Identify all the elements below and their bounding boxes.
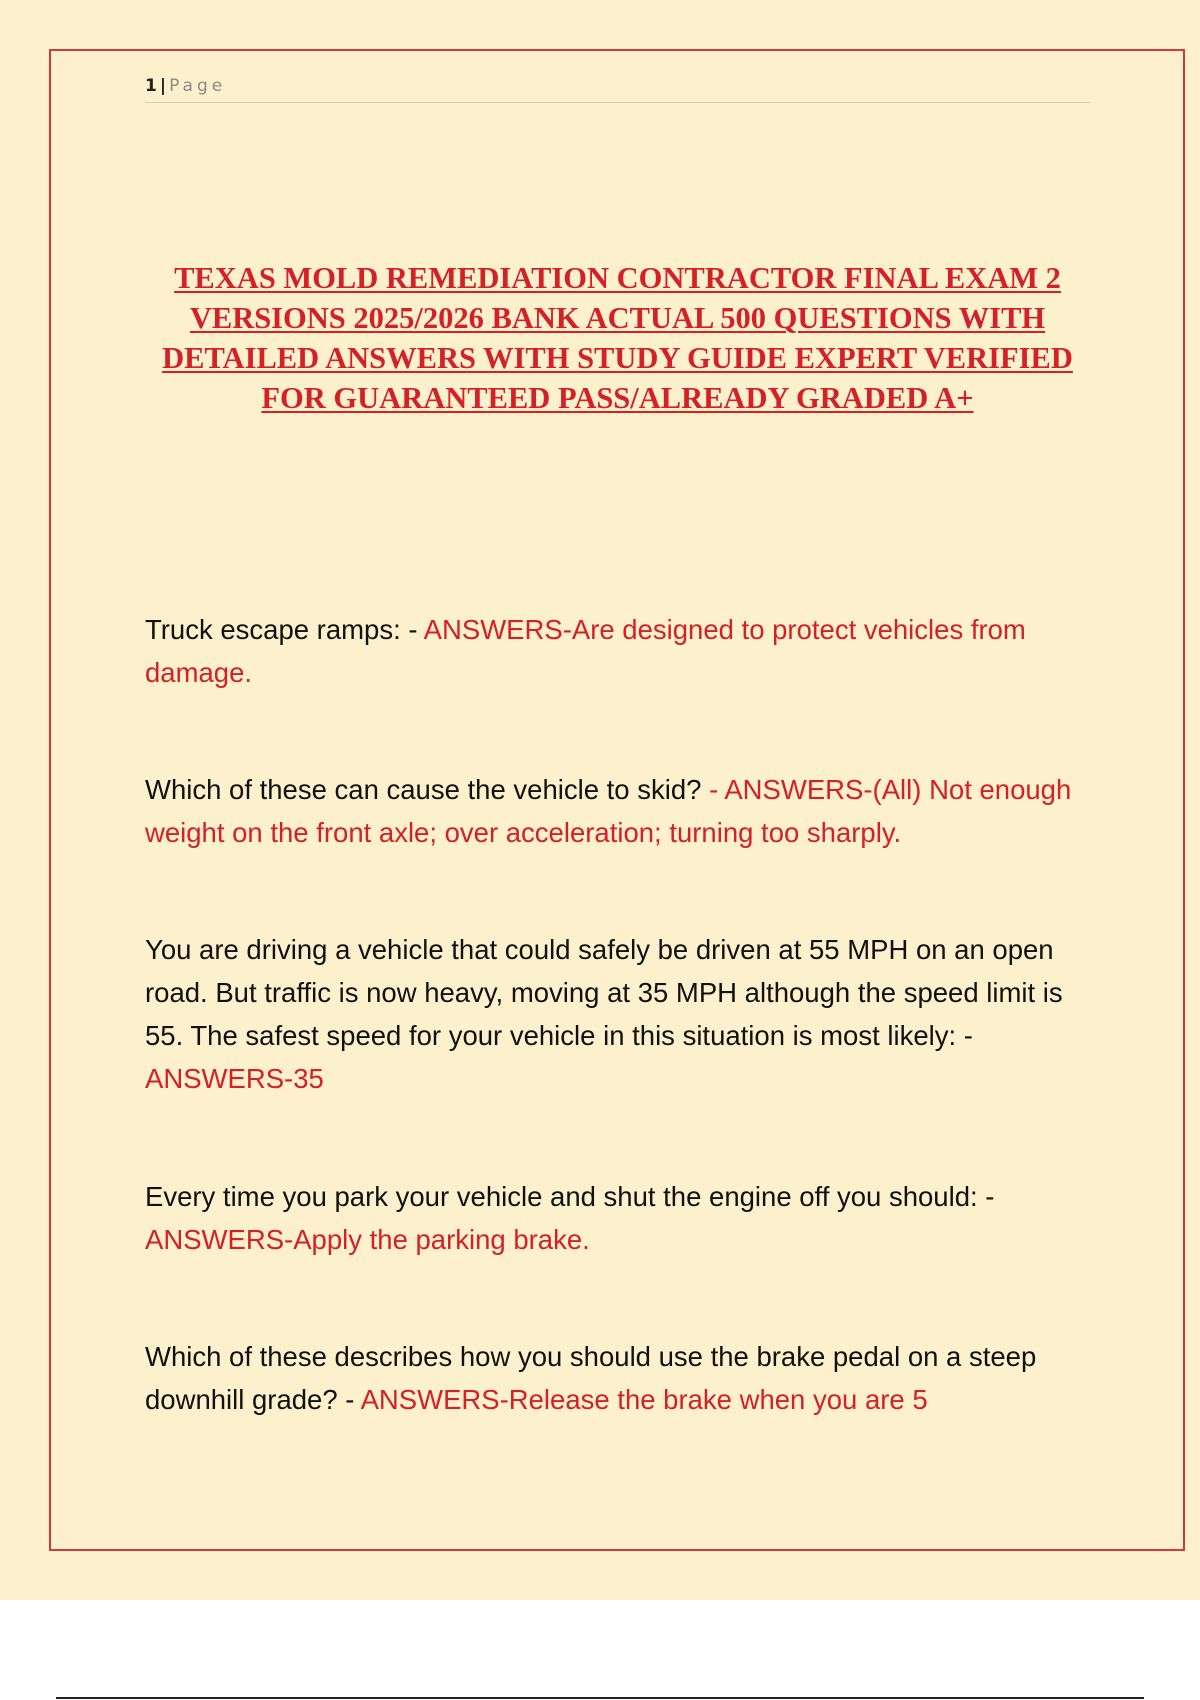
question-text: Which of these can cause the vehicle to skid? (145, 774, 710, 805)
page-label: Page (169, 76, 227, 96)
answer-text: ANSWERS-Are designed to protect vehicles from damage. (145, 614, 1026, 688)
question-item (145, 768, 1090, 854)
question-text: Which of these describes how you should use the brake pedal on a steep downhill grade? - (145, 1341, 1037, 1415)
question-item (145, 928, 1090, 1100)
question-text: Truck escape ramps: - (145, 614, 424, 645)
page-number: 1 (145, 76, 157, 96)
answer-text: - ANSWERS-(All) Not enough weight on the front axle; over acceleration; turning too sharply. (145, 774, 1072, 848)
document-title: TEXAS MOLD REMEDIATION CONTRACTOR FINAL EXAM 2 VERSIONS 2025/2026 BANK ACTUAL 500 QUESTIONS WITH DETAILED ANSWERS WITH STUDY GUIDE EXPERT VERIFIED FOR GUARANTEED PASS/ALREADY GRADED A+ (162, 261, 1073, 415)
answer-text: ANSWERS-Release the brake when you are 5 (360, 1384, 928, 1415)
question-item (145, 608, 1090, 694)
answer-text: ANSWERS-Apply the parking brake. (145, 1224, 590, 1255)
page-header-separator: | (159, 76, 167, 96)
answer-text: ANSWERS-35 (145, 1063, 324, 1094)
question-text: You are driving a vehicle that could safely be driven at 55 MPH on an open road. But traffic is now heavy, moving at 35 MPH although the speed limit is 55. The safest speed for your vehicle in this situation is most likely: - (145, 934, 1063, 1051)
page-header (145, 74, 1090, 103)
question-item (145, 1175, 1090, 1261)
next-page-top-rule (56, 1697, 1144, 1699)
question-item (145, 1335, 1090, 1421)
question-text: Every time you park your vehicle and shut the engine off you should: - (145, 1181, 995, 1212)
